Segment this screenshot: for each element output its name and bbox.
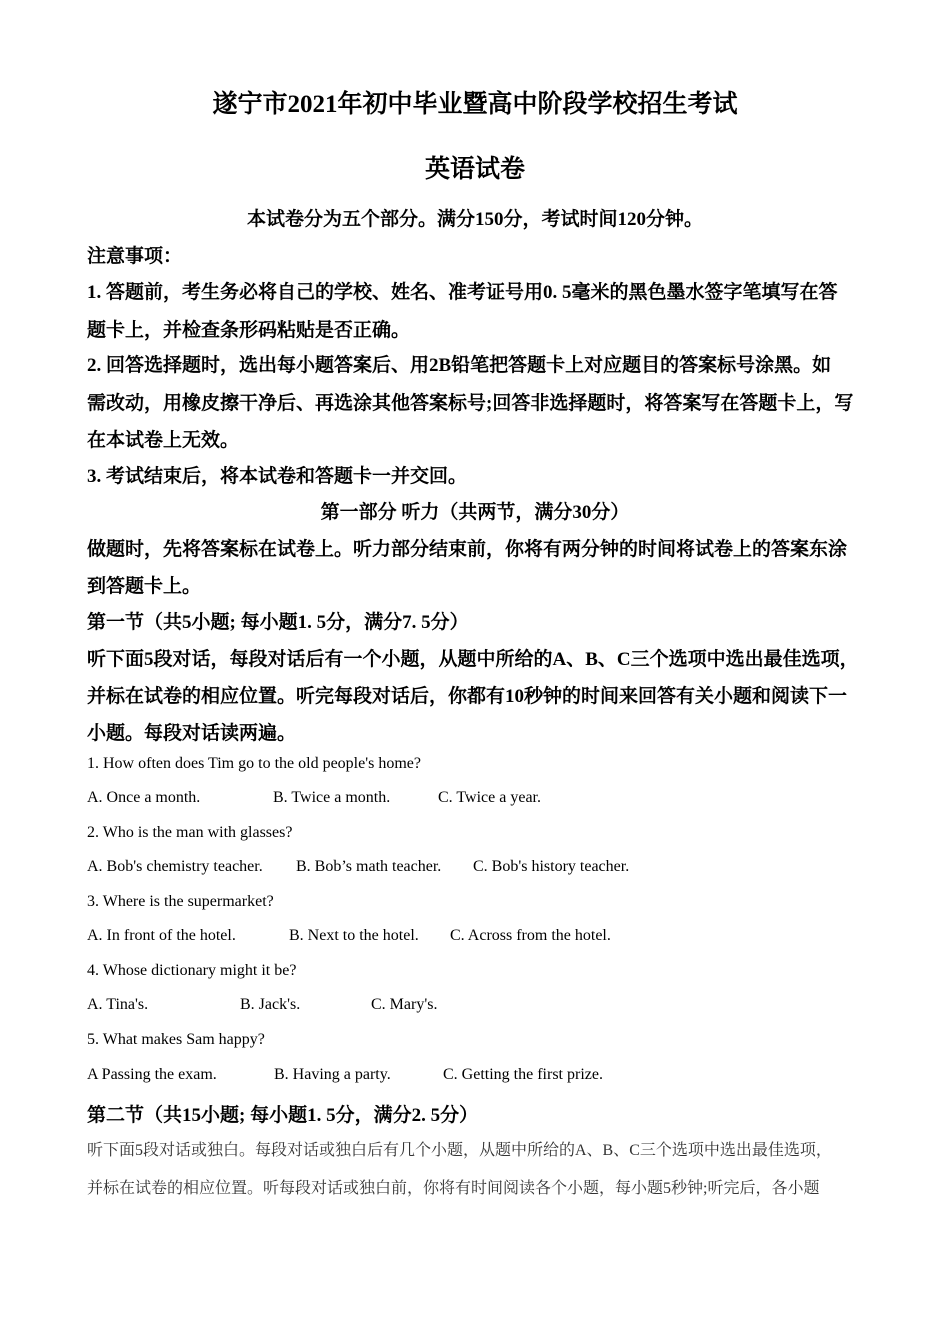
question-3: 3. Where is the supermarket? — [87, 893, 274, 910]
option-b: B. Bob’s math teacher. — [296, 858, 442, 875]
option-b: B. Next to the hotel. — [289, 927, 419, 944]
exam-intro: 本试卷分为五个部分。满分150分，考试时间120分钟。 — [246, 209, 703, 230]
option-b: B. Jack's. — [240, 996, 301, 1013]
option-a: A. Bob's chemistry teacher. — [87, 858, 263, 875]
option-c: C. Mary's. — [371, 996, 438, 1013]
notes-heading: 注意事项： — [87, 246, 183, 267]
exam-subtitle: 英语试卷 — [424, 156, 525, 183]
option-c: C. Getting the first prize. — [443, 1066, 603, 1083]
section1-instruction: 小题。每段对话读两遍。 — [87, 723, 297, 744]
option-c: C. Bob's history teacher. — [473, 858, 630, 875]
option-c: C. Twice a year. — [438, 789, 541, 806]
option-a: A. In front of the hotel. — [87, 927, 236, 944]
section2-instruction: 并标在试卷的相应位置。听每段对话或独白前，你将有时间阅读各个小题，每小题5秒钟;听完后，各小题 — [87, 1180, 820, 1197]
notes-line: 3. 考试结束后，将本试卷和答题卡一并交回。 — [87, 466, 468, 487]
question-5: 5. What makes Sam happy? — [87, 1031, 265, 1048]
part1-instruction: 做题时，先将答案标在试卷上。听力部分结束前，你将有两分钟的时间将试卷上的答案东涂 — [87, 539, 848, 560]
part1-heading: 第一部分 听力（共两节，满分30分） — [320, 502, 630, 523]
notes-line: 在本试卷上无效。 — [87, 430, 240, 451]
notes-line: 需改动，用橡皮擦干净后、再选涂其他答案标号;回答非选择题时，将答案写在答题卡上，写 — [87, 393, 854, 414]
option-c: C. Across from the hotel. — [450, 927, 611, 944]
option-b: B. Twice a month. — [273, 789, 391, 806]
option-a: A. Tina's. — [87, 996, 149, 1013]
option-a: A Passing the exam. — [87, 1066, 217, 1083]
section1-heading: 第一节（共5小题; 每小题1. 5分，满分7. 5分） — [87, 612, 469, 633]
part1-instruction: 到答题卡上。 — [87, 576, 202, 597]
section1-instruction: 并标在试卷的相应位置。听完每段对话后，你都有10秒钟的时间来回答有关小题和阅读下一 — [87, 686, 848, 707]
notes-line: 1. 答题前，考生务必将自己的学校、姓名、准考证号用0. 5毫米的黑色墨水签字笔填写在答 — [87, 282, 838, 303]
section1-instruction: 听下面5段对话，每段对话后有一个小题，从题中所给的A、B、C三个选项中选出最佳选项， — [87, 649, 859, 670]
notes-line: 题卡上，并检查条形码粘贴是否正确。 — [87, 320, 411, 341]
notes-line: 2. 回答选择题时，选出每小题答案后、用2B铅笔把答题卡上对应题目的答案标号涂黑。如 — [87, 355, 832, 376]
section2-heading: 第二节（共15小题; 每小题1. 5分，满分2. 5分） — [87, 1105, 479, 1126]
option-b: B. Having a party. — [274, 1066, 391, 1083]
question-2: 2. Who is the man with glasses? — [87, 824, 293, 841]
question-1: 1. How often does Tim go to the old people's home? — [87, 755, 421, 772]
question-4: 4. Whose dictionary might it be? — [87, 962, 297, 979]
exam-title: 遂宁市2021年初中毕业暨高中阶段学校招生考试 — [212, 91, 738, 118]
option-a: A. Once a month. — [87, 789, 201, 806]
section2-instruction: 听下面5段对话或独白。每段对话或独白后有几个小题，从题中所给的A、B、C三个选项中选出最佳选项， — [87, 1142, 832, 1159]
